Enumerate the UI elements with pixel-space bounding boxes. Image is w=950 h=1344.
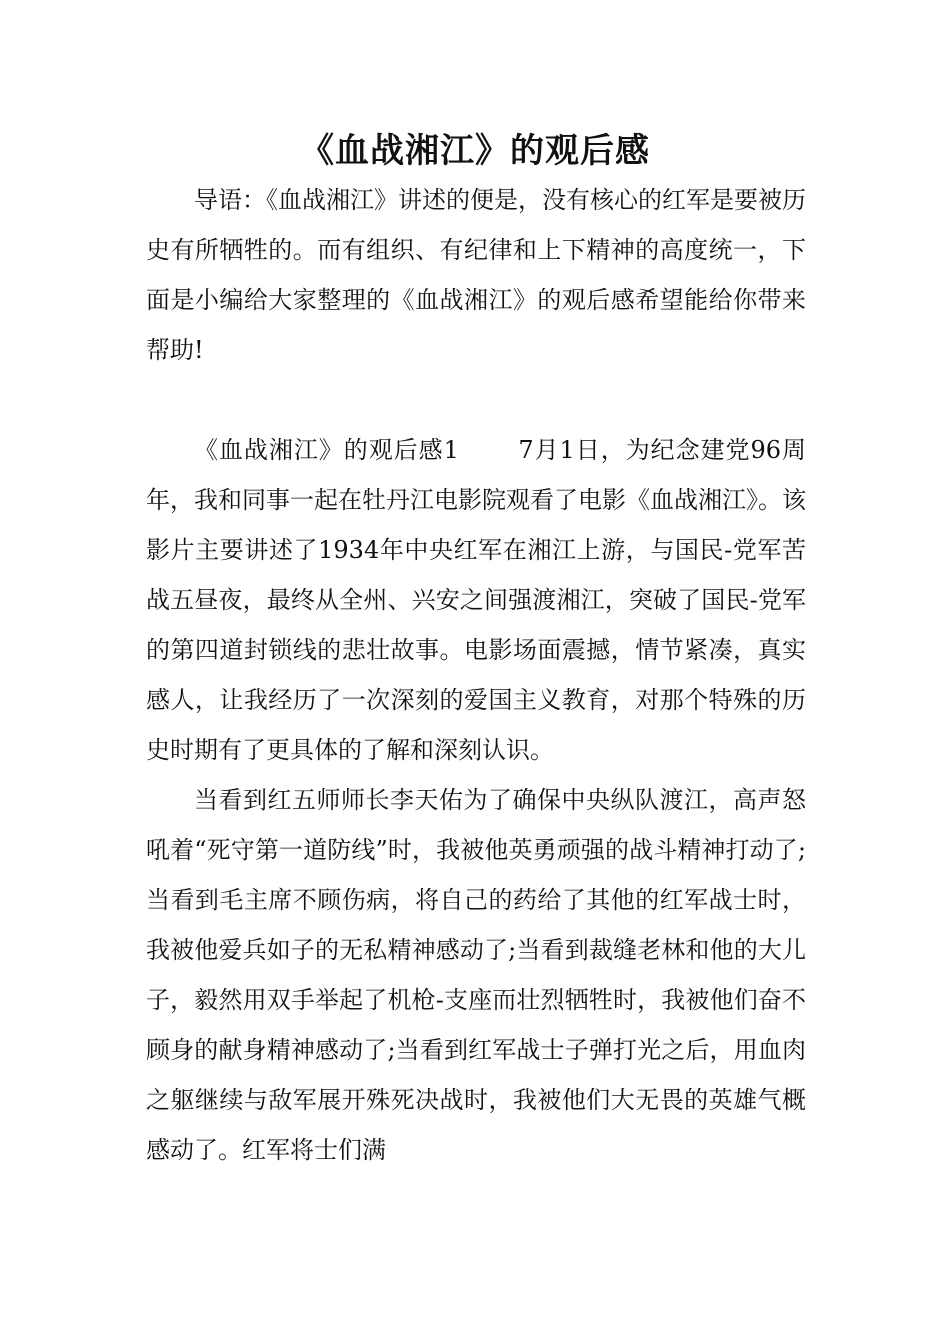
intro-paragraph: 导语：《血战湘江》讲述的便是，没有核心的红军是要被历史有所牺牲的。而有组织、有纪律和上下精神的高度统一，下面是小编给大家整理的《血战湘江》的观后感希望能给你带来帮助!: [146, 186, 806, 364]
main-body: [146, 425, 806, 1175]
intro-block: [146, 175, 806, 375]
body-paragraph-2: 当看到红五师师长李天佑为了确保中央纵队渡江，高声怒吼着“死守第一道防线”时，我被他英勇顽强的战斗精神打动了;当看到毛主席不顾伤病，将自己的药给了其他的红军战士时，我被他爱兵如子的无私精神感动了;当看到裁缝老林和他的大儿子，毅然用双手举起了机枪-支座而壮烈牺牲时，我被他们奋不顾身的献身精神感动了;当看到红军战士子弹打光之后，用血肉之躯继续与敌军展开殊死决战时，我被他们大无畏的英雄气概感动了。红军将士们满: [146, 786, 806, 1164]
body-paragraph-1: 《血战湘江》的观后感1 7月1日，为纪念建党96周年，我和同事一起在牡丹江电影院观看了电影《血战湘江》。该影片主要讲述了1934年中央红军在湘江上游，与国民-党军苦战五昼夜，最终从全州、兴安之间强渡湘江，突破了国民-党军的第四道封锁线的悲壮故事。电影场面震撼，情节紧凑，真实感人，让我经历了一次深刻的爱国主义教育，对那个特殊的历史时期有了更具体的了解和深刻认识。: [146, 436, 806, 764]
document-title: 《血战湘江》的观后感: [300, 131, 650, 171]
